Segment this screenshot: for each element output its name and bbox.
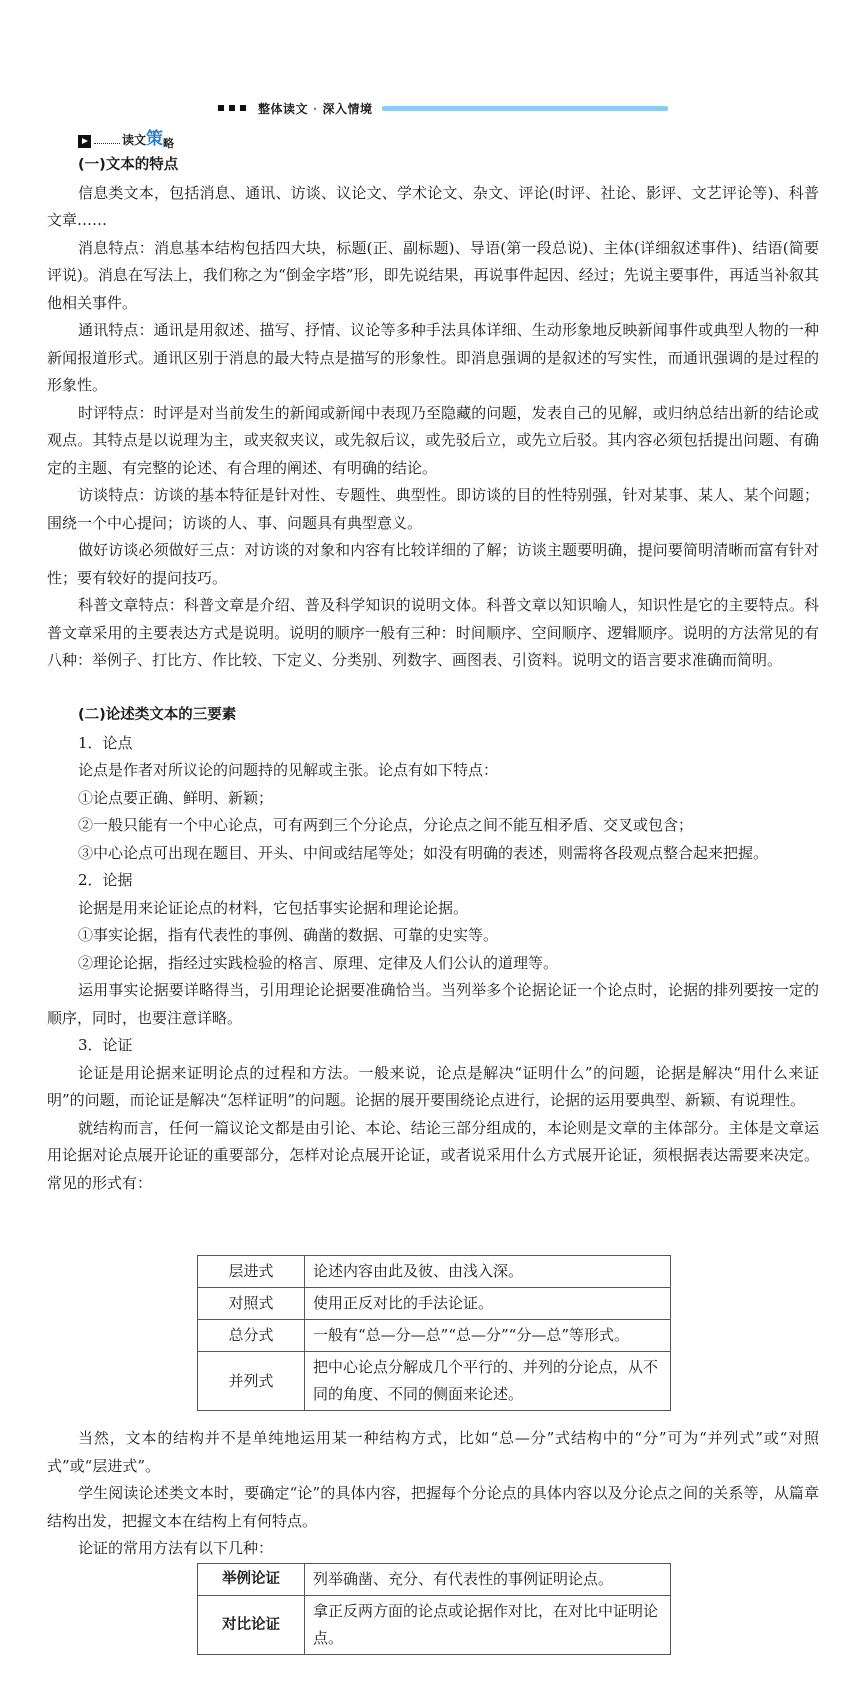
paragraph: 论据是用来论证论点的材料，它包括事实论据和理论论据。 [78,898,469,917]
section-heading-1: (一)文本的特点 [78,157,179,173]
table-row [198,1352,671,1411]
paragraph: 论证是用论据来证明论点的过程和方法。一般来说，论点是解决“证明什么”的问题，论据是解决“用什么来证明”的问题，而论证是解决“怎样证明”的问题。论据的展开要围绕论点进行，论据的运用要典型、新颖、有说理性。 [47,1063,819,1109]
table-row [198,1320,671,1352]
table-cell-desc: 一般有“总—分—总”“总—分”“分—总”等形式。 [305,1320,671,1352]
list-item: ①事实论据，指有代表性的事例、确凿的数据、可靠的史实等。 [78,926,499,944]
paragraph: 运用事实论据要详略得当，引用理论论据要准确恰当。当列举多个论据论证一个论点时，论据的排列要按一定的顺序，同时，也要注意详略。 [47,981,819,1027]
section-heading-2: (二)论述类文本的三要素 [78,707,237,723]
table-row [198,1256,671,1288]
subheading-3: 3．论证 [78,1036,133,1054]
table-cell-name: 层进式 [198,1256,305,1288]
paragraph: 访谈特点：访谈的基本特征是针对性、专题性、典型性。即访谈的目的性特别强，针对某事、某人、某个问题；围绕一个中心提问；访谈的人、事、问题具有典型意义。 [47,486,819,532]
tag-text-a: 读文 [122,133,147,147]
subheading-2: 2．论据 [78,871,133,889]
paragraph: 时评特点：时评是对当前发生的新闻或新闻中表现乃至隐藏的问题，发表自己的见解，或归纳总结出新的结论或观点。其特点是以说理为主，或夹叙夹议，或先叙后议，或先驳后立，或先立后驳。其内容必须包括提出问题、有确定的主题、有完整的论述、有合理的阐述、有明确的结论。 [47,403,819,477]
table-cell-name: 对比论证 [198,1596,305,1655]
tag-text-c: 略 [163,137,175,150]
table-cell-desc: 使用正反对比的手法论证。 [305,1288,671,1320]
list-item: ③中心论点可出现在题目、开头、中间或结尾等处；如没有明确的表述，则需将各段观点整合起来把握。 [78,843,769,862]
table-cell-name: 总分式 [198,1320,305,1352]
text-block-2 [47,1425,819,1563]
tag-text-b: 策 [146,129,164,149]
banner-title-b: 深入情境 [322,101,373,116]
text-block-1 [47,152,819,1197]
subheading-1: 1．论点 [78,733,133,752]
banner-bar [382,106,668,111]
table-cell-desc: 拿正反两方面的论点或论据作对比，在对比中证明论点。 [305,1596,671,1655]
play-icon [78,135,91,148]
table-cell-desc: 列举确凿、充分、有代表性的事例证明论点。 [305,1564,671,1596]
paragraph: 论点是作者对所议论的问题持的见解或主张。论点有如下特点： [78,761,499,779]
table-cell-name: 举例论证 [198,1564,305,1596]
paragraph: 科普文章特点：科普文章是介绍、普及科学知识的说明文体。科普文章以知识喻人，知识性是它的主要特点。科普文章采用的主要表达方式是说明。说明的顺序一般有三种：时间顺序、空间顺序、逻辑顺序。说明的方法常见的有八种：举例子、打比方、作比较、下定义、分类别、列数字、画图表、引资料。说明文的语言要求准确而简明。 [47,596,819,669]
structure-table [197,1255,671,1411]
dotted-leader [94,143,120,144]
table-row [198,1596,671,1655]
table-cell-name: 并列式 [198,1352,305,1411]
paragraph: 当然，文本的结构并不是单纯地运用某一种结构方式，比如“总—分”式结构中的“分”可为“并列式”或“对照式”或“层进式”。 [47,1429,819,1475]
paragraph: 通讯特点：通讯是用叙述、描写、抒情、议论等多种手法具体详细、生动形象地反映新闻事件或典型人物的一种新闻报道形式。通讯区别于消息的最大特点是描写的形象性。即消息强调的是叙述的写实性，而通讯强调的是过程的形象性。 [47,321,819,394]
banner-title-a: 整体读文 [258,101,309,116]
list-item: ②理论论据，指经过实践检验的格言、原理、定律及人们公认的道理等。 [78,953,559,972]
list-item: ①论点要正确、鲜明、新颖； [78,788,274,807]
table-cell-name: 对照式 [198,1288,305,1320]
table-row [198,1564,671,1596]
paragraph: 就结构而言，任何一篇议论文都是由引论、本论、结论三部分组成的，本论则是文章的主体部分。主体是文章运用论据对论点展开论证的重要部分，怎样对论点展开论证，或者说采用什么方式展开论证，须根据表达需要来决定。常见的形式有： [47,1118,819,1192]
paragraph: 论证的常用方法有以下几种： [78,1539,274,1557]
paragraph: 信息类文本，包括消息、通讯、访谈、议论文、学术论文、杂文、评论(时评、社论、影评、文艺评论等)、科普文章…… [47,183,819,229]
banner-title: 整体读文 · 深入情境 [258,101,373,116]
banner-squares-icon [218,105,246,111]
method-table [197,1563,671,1655]
paragraph: 学生阅读论述类文本时，要确定“论”的具体内容，把握每个分论点的具体内容以及分论点之间的关系等，从篇章结构出发，把握文本在结构上有何特点。 [47,1484,819,1530]
strategy-tag [78,130,174,148]
table-row [198,1288,671,1320]
table-cell-desc: 论述内容由此及彼、由浅入深。 [305,1256,671,1288]
paragraph: 消息特点：消息基本结构包括四大块，标题(正、副标题)、导语(第一段总说)、主体(详细叙述事件)、结语(简要评说)。消息在写法上，我们称之为“倒金字塔”形，即先说结果，再说事件起因、经过；先说主要事件，再适当补叙其他相关事件。 [47,238,819,312]
section-banner [218,100,668,116]
paragraph: 做好访谈必须做好三点：对访谈的对象和内容有比较详细的了解；访谈主题要明确，提问要简明清晰而富有针对性；要有较好的提问技巧。 [47,541,819,587]
list-item: ②一般只能有一个中心论点，可有两到三个分论点，分论点之间不能互相矛盾、交叉或包含； [78,816,694,834]
table-cell-desc: 把中心论点分解成几个平行的、并列的分论点，从不同的角度、不同的侧面来论述。 [305,1352,671,1411]
